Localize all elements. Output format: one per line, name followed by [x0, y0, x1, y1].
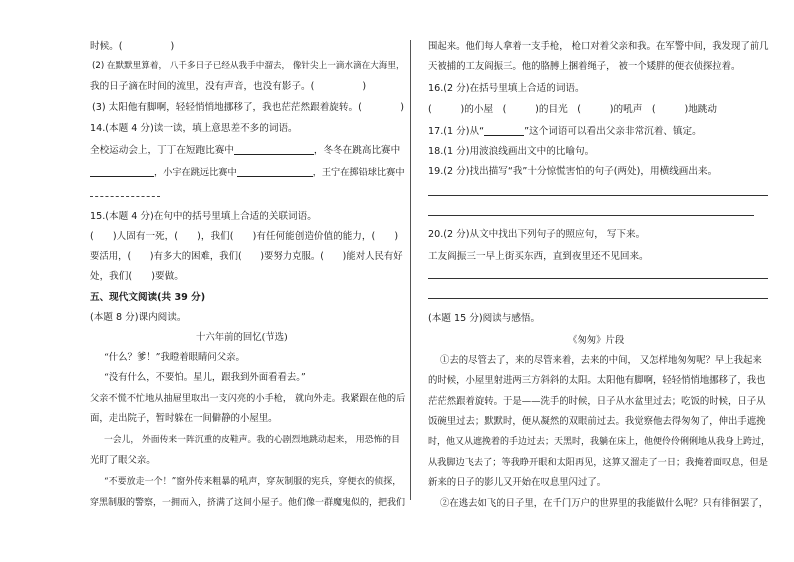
q19-answer-line-2[interactable] — [428, 215, 754, 216]
passage1-para5-line2: 穿黑制服的警察，一拥而入，挤满了这间小屋子。他们像一群魔鬼似的，把我们 — [90, 498, 406, 508]
passage2-para2-line1: ②在逃去如飞的日子里，在千门万户的世界里的我能做什么呢？只有徘徊罢了， — [440, 498, 769, 509]
q20-answer-line-1[interactable] — [428, 278, 768, 279]
q14-row2 — [90, 166, 405, 179]
passage2-para1-line3: 茫茫然跟着旋转。于是——洗手的时候，日子从水盆里过去；吃饭的时候，日子从 — [428, 396, 766, 407]
passage1-para4-line2: 光盯了眼父亲。 — [90, 455, 156, 466]
passage2-para1-line5: 时，他又从遮挽着的手边过去；天黑时，我躺在床上，他便伶伶俐俐地从我身上跨过， — [428, 437, 771, 447]
q14-row1 — [90, 144, 400, 157]
passage1-para3-line1: 父亲不慌不忙地从抽屉里取出一支闪亮的小手枪， 就向外走。我紧跟在他的后 — [90, 393, 406, 404]
q20-answer-line-2[interactable] — [428, 298, 768, 299]
q16-blanks: ( )的小屋 ( )的目光 ( )的吼声 ( )地跳动 — [428, 104, 717, 115]
q14-text-b: ，冬冬在跳高比赛中 — [313, 145, 401, 156]
q20-stem: 20.(2 分)从文中找出下列句子的照应句， 写下来。 — [428, 229, 646, 240]
column-divider — [410, 40, 411, 500]
section5-heading: 五、现代文阅读(共 39 分) — [90, 292, 206, 303]
passage2-para1-line7: 新来的日子的影儿又开始在叹息里闪过了。 — [428, 477, 607, 488]
q14-blank-3[interactable] — [237, 166, 313, 177]
reading2-label: (本题 15 分)阅读与感悟。 — [428, 313, 541, 324]
passage2-para1-line1: ①去的尽管去了，来的尽管来着，去来的中间， 又怎样地匆匆呢？早上我起来 — [440, 355, 762, 366]
q16-stem: 16.(2 分)在括号里填上合适的词语。 — [428, 83, 585, 94]
passage2-para1-line4: 饭碗里过去；默默时，便从凝然的双眼前过去。我觉察他去得匆匆了，伸出手遮挽 — [428, 416, 766, 427]
reading1-label: (本题 8 分)课内阅读。 — [90, 312, 187, 323]
q14-blank-2[interactable] — [90, 166, 154, 177]
passage1-para4-line1: 一会儿， 外面传来一阵沉重的皮鞋声。我的心剧烈地跳动起来， 用恐怖的目 — [104, 435, 400, 445]
passage1-cont-line1: 围起来。他们每人拿着一支手枪， 枪口对着父亲和我。在军警中间，我发现了前几 — [428, 41, 769, 52]
q17-row — [428, 125, 702, 138]
passage1-para1: “什么？爹！”我瞪着眼睛问父亲。 — [104, 352, 245, 363]
q13-item3: (3) 太阳他有脚啊，轻轻悄悄地挪移了，我也茫茫然跟着旋转。( ) — [92, 102, 404, 113]
passage1-title: 十六年前的回忆(节选) — [196, 332, 288, 343]
q15-row1: ( )人固有一死，( )，我们( )有任何能创造价值的能力，( ) — [90, 231, 399, 242]
q19-answer-line-1[interactable] — [428, 195, 768, 196]
q17-text-b: ”这个词语可以看出父亲非常沉着、镇定。 — [524, 126, 702, 137]
passage1-para3-line2: 面，走出院子，暂时躲在一间僻静的小屋里。 — [90, 413, 278, 424]
q13-item2-line1: (2) 在默默里算着， 八千多日子已经从我手中溜去， 像针尖上一滴水滴在大海里， — [92, 61, 405, 71]
q17-text-a: 17.(1 分)从“ — [428, 126, 485, 137]
passage1-para2: “没有什么，不要怕。星儿，跟我到外面看看去。” — [104, 372, 306, 383]
q15-row3: 处，我们( )要做。 — [90, 271, 184, 282]
q20-sentence: 工友阎振三一早上街买东西，直到夜里还不见回来。 — [428, 251, 649, 262]
passage2-title: 《匆匆》片段 — [568, 335, 625, 346]
q14-text-a: 全校运动会上，丁丁在短跑比赛中 — [90, 145, 234, 156]
passage2-para1-line6: 从我脚边飞去了；等我睁开眼和太阳再见，这算又溜走了一日；我掩着面叹息，但是 — [428, 457, 768, 468]
q14-blank-4[interactable] — [90, 196, 160, 197]
q19-stem: 19.(2 分)找出描写“我”十分惊慌害怕的句子(两处)，用横线画出来。 — [428, 166, 718, 177]
passage1-para5-line1: “不要放走一个！”窗外传来粗暴的吼声，穿灰制服的宪兵，穿便衣的侦探， — [104, 477, 402, 487]
passage1-cont-line2: 天被捕的工友阎振三。他的胳膊上捆着绳子， 被一个矮胖的便衣侦探拉着。 — [428, 61, 741, 72]
q13-item1-tail: 时候。( ) — [90, 41, 175, 52]
passage2-para1-line2: 的时候，小屋里射进两三方斜斜的太阳。太阳他有脚啊，轻轻悄悄地挪移了，我也 — [428, 375, 766, 386]
q15-row2: 要活用，( )有多大的困难，我们( )要努力克服。( )能对人民有好 — [90, 251, 403, 262]
q15-stem: 15.(本题 4 分)在句中的括号里填上合适的关联词语。 — [90, 211, 317, 222]
q13-item2-line2: 我的日子滴在时间的流里，没有声音，也没有影子。( ) — [90, 81, 367, 92]
q14-blank-1[interactable] — [234, 144, 314, 155]
q18-stem: 18.(1 分)用波浪线画出文中的比喻句。 — [428, 146, 595, 157]
q17-blank[interactable] — [484, 125, 524, 136]
q14-text-d: ，王宁在掷铅球比赛中 — [312, 167, 405, 178]
q14-text-c: ，小宇在跳远比赛中 — [154, 167, 237, 178]
q14-stem: 14.(本题 4 分)读一读，填上意思差不多的词语。 — [90, 123, 298, 134]
